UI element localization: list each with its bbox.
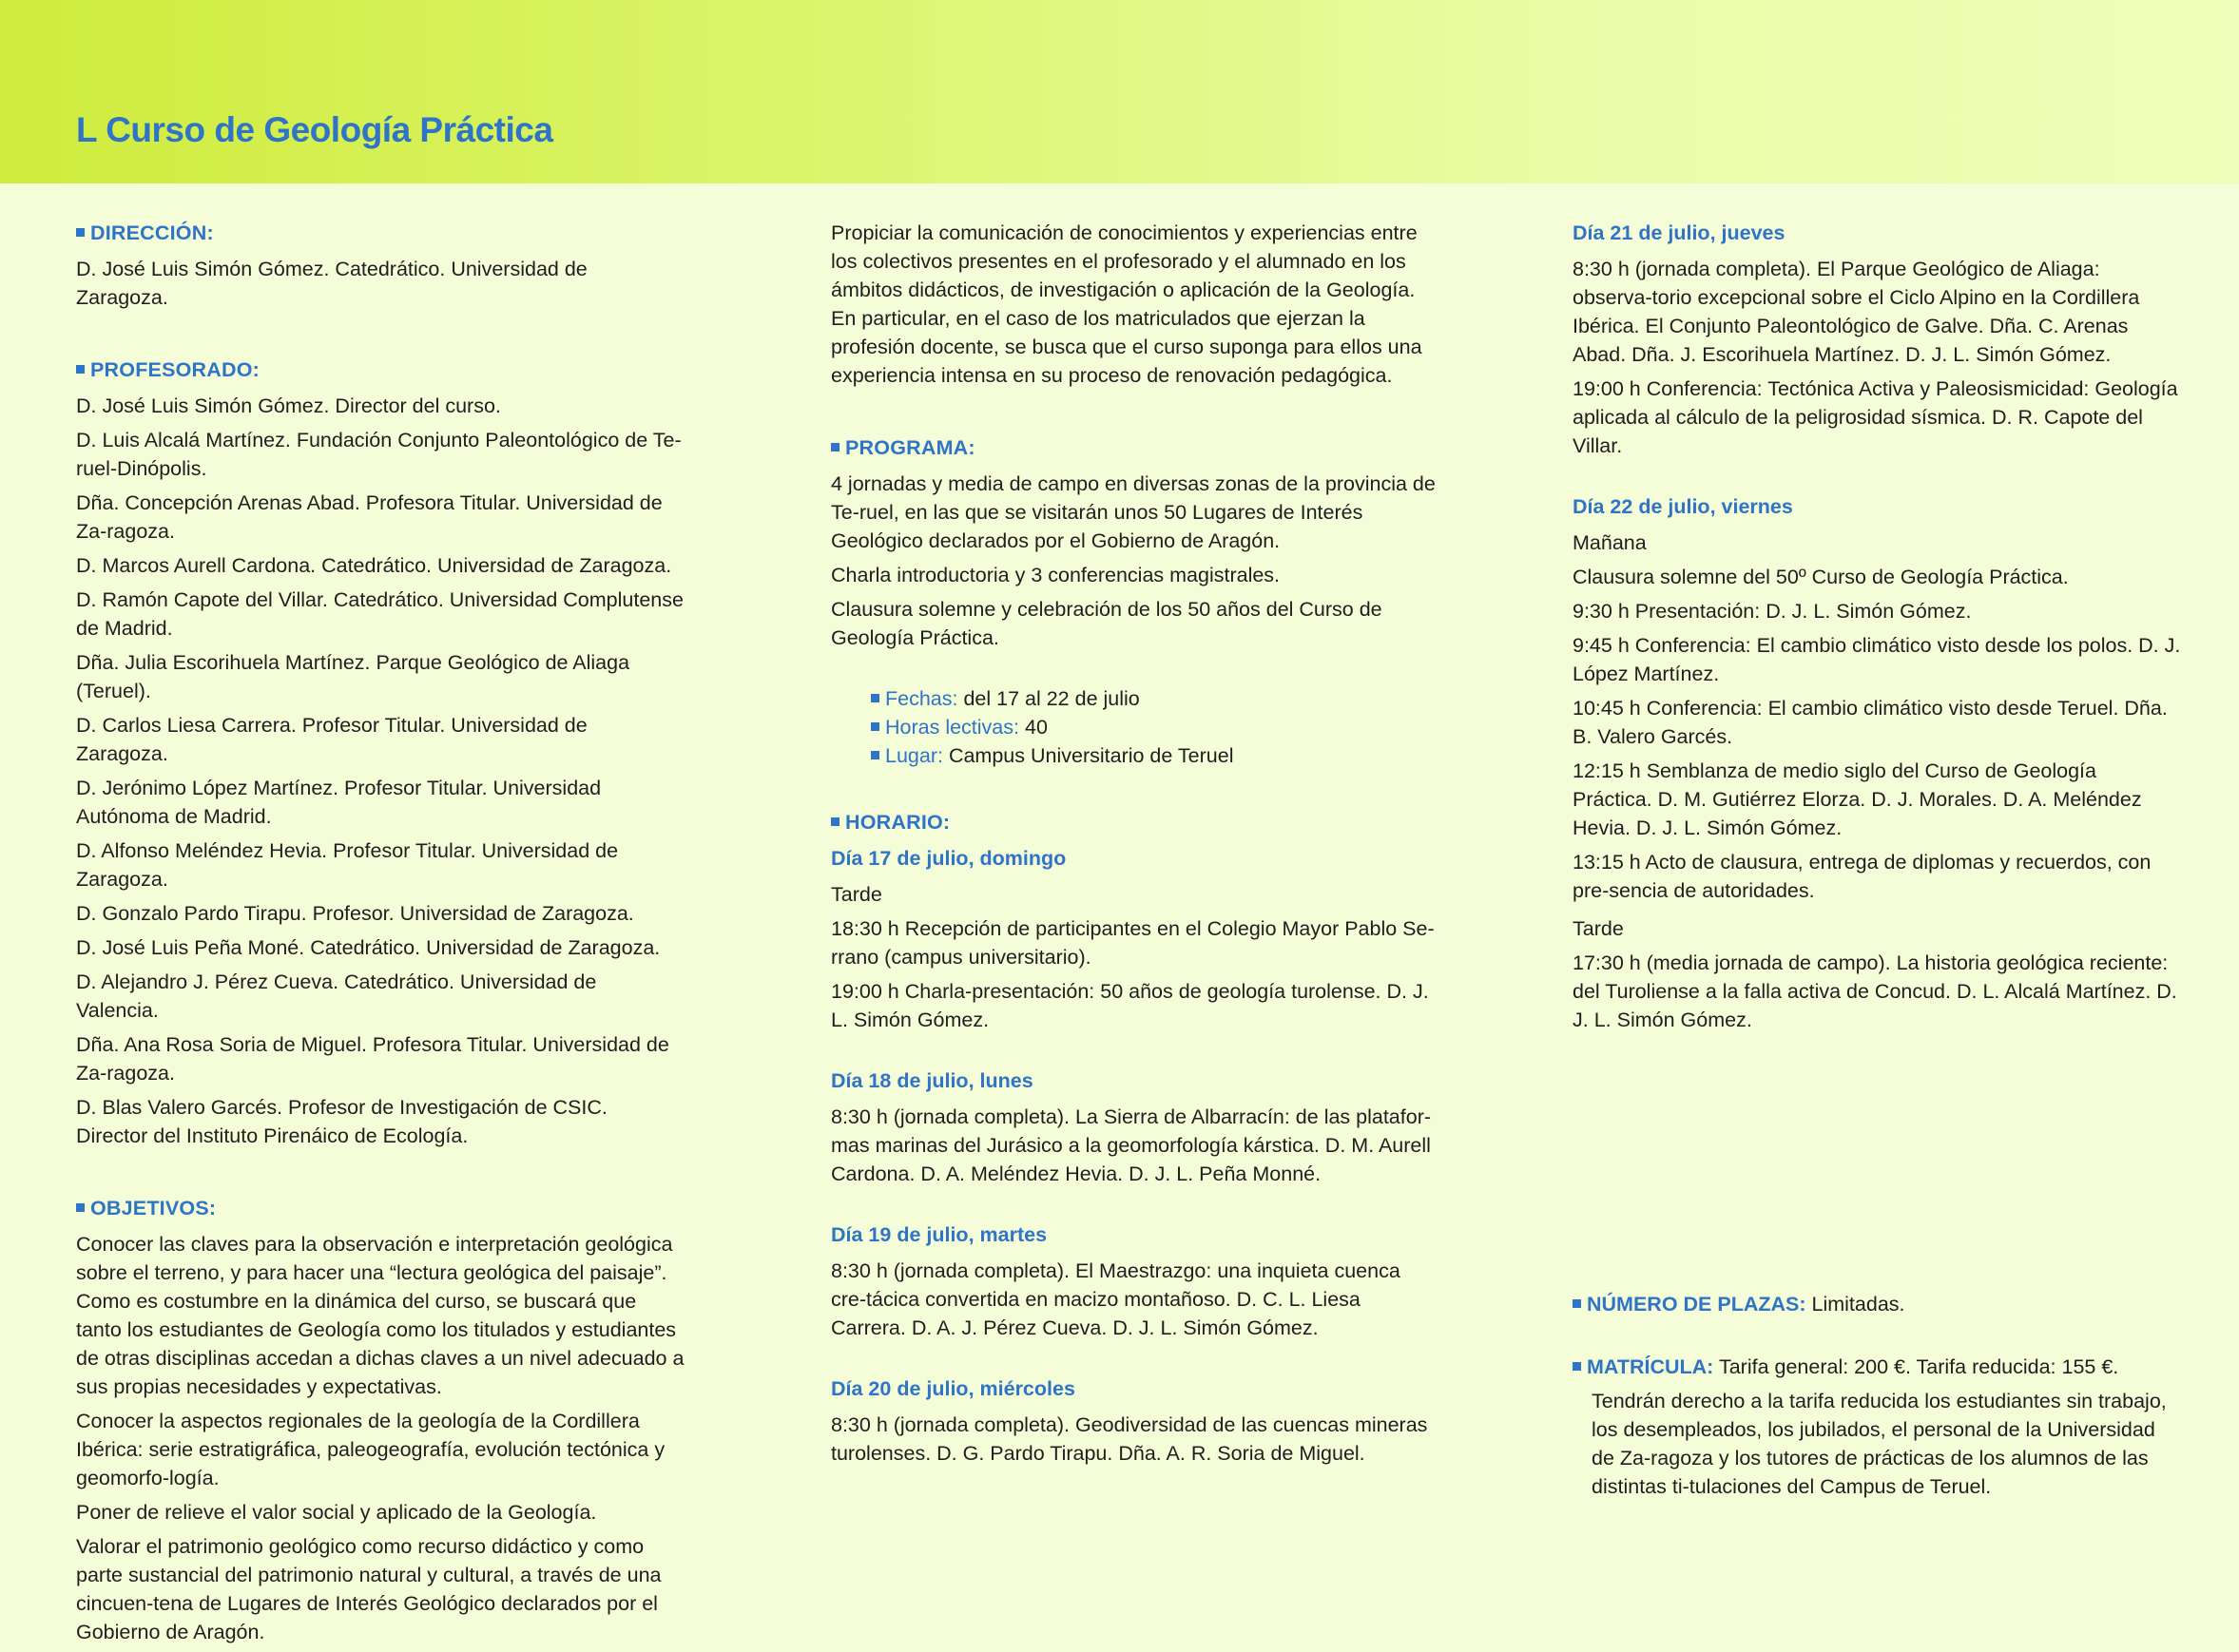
list-item: D. José Luis Peña Moné. Catedrático. Universidad de Zaragoza. <box>76 936 661 959</box>
list-item: D. José Luis Simón Gómez. Director del curso. <box>76 394 501 417</box>
section-heading-direccion: DIRECCIÓN: <box>76 219 685 247</box>
list-item: Conocer la aspectos regionales de la geología de la Cordillera Ibérica: serie estratigráfica, paleogeografía, evolución tectónica y geomorfo-logía. <box>76 1410 666 1489</box>
section-heading-programa: PROGRAMA: <box>831 433 1439 462</box>
schedule-entry: 8:30 h (jornada completa). El Maestrazgo: una inquieta cuenca cre-tácica convertida en macizo montañoso. D. C. L. Liesa Carrera. D. A. J. Pérez Cueva. D. J. L. Simón Gómez. <box>831 1259 1400 1339</box>
detail-fechas: Fechas: del 17 al 22 de julio <box>831 684 1439 713</box>
day-title: Día 20 de julio, miércoles <box>831 1377 1075 1400</box>
list-item: Clausura solemne y celebración de los 50 años del Curso de Geología Práctica. <box>831 598 1382 649</box>
column-1 <box>76 219 685 1652</box>
square-bullet-icon <box>871 722 879 731</box>
matricula-line: MATRÍCULA: Tarifa general: 200 €. Tarifa reducida: 155 €. <box>1573 1353 2181 1381</box>
schedule-entry: 9:45 h Conferencia: El cambio climático visto desde los polos. D. J. López Martínez. <box>1573 634 2181 685</box>
square-bullet-icon <box>871 694 879 702</box>
square-bullet-icon <box>76 228 85 237</box>
list-item: Dña. Concepción Arenas Abad. Profesora Titular. Universidad de Za-ragoza. <box>76 491 663 543</box>
header-band <box>0 0 2239 183</box>
square-bullet-icon <box>831 443 840 451</box>
schedule-entry: 19:00 h Conferencia: Tectónica Activa y Paleosismicidad: Geología aplicada al cálculo de la peligrosidad sísmica. D. R. Capote del Villar. <box>1573 377 2178 457</box>
list-item: D. Carlos Liesa Carrera. Profesor Titular. Universidad de Zaragoza. <box>76 714 588 765</box>
day-title: Día 19 de julio, martes <box>831 1223 1048 1246</box>
schedule-entry: 10:45 h Conferencia: El cambio climático visto desde Teruel. Dña. B. Valero Garcés. <box>1573 697 2168 748</box>
schedule-entry: 19:00 h Charla-presentación: 50 años de geología turolense. D. J. L. Simón Gómez. <box>831 980 1429 1031</box>
section-heading-objetivos: OBJETIVOS: <box>76 1194 685 1222</box>
objetivos-continuation: Propiciar la comunicación de conocimientos y experiencias entre los colectivos presentes en el profesorado y el alumnado en los ámbitos didácticos, de investigación o aplicación de la Geología. En particular, en el caso de los matriculados que ejerzan la profesión docente, se busca que el curso suponga para ellos una experiencia intensa en su proceso de renovación pedagógica. <box>831 221 1422 387</box>
schedule-entry: 9:30 h Presentación: D. J. L. Simón Gómez. <box>1573 600 1972 623</box>
column-3 <box>1573 219 2181 1040</box>
list-item: D. Blas Valero Garcés. Profesor de Investigación de CSIC. Director del Instituto Pirenáico de Ecología. <box>76 1096 608 1147</box>
list-item: D. Luis Alcalá Martínez. Fundación Conjunto Paleontológico de Te-ruel-Dinópolis. <box>76 429 682 480</box>
schedule-entry: 18:30 h Recepción de participantes en el Colegio Mayor Pablo Se-rrano (campus universitario). <box>831 917 1435 969</box>
enrolment-block <box>1573 1290 2181 1501</box>
session-label: Mañana <box>1573 531 1647 554</box>
section-heading-horario: HORARIO: <box>831 808 1439 836</box>
detail-lugar: Lugar: Campus Universitario de Teruel <box>831 741 1439 770</box>
list-item: 4 jornadas y media de campo en diversas zonas de la provincia de Te-ruel, en las que se visitarán unos 50 Lugares de Interés Geológico declarados por el Gobierno de Aragón. <box>831 472 1436 552</box>
schedule-entry: 12:15 h Semblanza de medio siglo del Curso de Geología Práctica. D. M. Gutiérrez Elorza. D. J. Morales. D. A. Meléndez Hevia. D. J. L. Simón Gómez. <box>1573 759 2142 839</box>
list-item: D. José Luis Simón Gómez. Catedrático. Universidad de Zaragoza. <box>76 258 588 309</box>
day-title: Día 17 de julio, domingo <box>831 847 1067 870</box>
list-item: D. Gonzalo Pardo Tirapu. Profesor. Universidad de Zaragoza. <box>76 902 634 925</box>
session-label: Tarde <box>831 883 882 906</box>
schedule-entry: Clausura solemne del 50º Curso de Geología Práctica. <box>1573 566 2069 588</box>
list-item: Conocer las claves para la observación e interpretación geológica sobre el terreno, y para hacer una “lectura geológica del paisaje”. Como es costumbre en la dinámica del curso, se buscará que tanto los estudiantes de Geología como los titulados y estudiantes de otras disciplinas accedan a dichas claves a un nivel adecuado a sus propias necesidades y expectativas. <box>76 1233 685 1398</box>
list-item: Charla introductoria y 3 conferencias magistrales. <box>831 564 1281 586</box>
square-bullet-icon <box>831 817 840 826</box>
list-item: Valorar el patrimonio geológico como recurso didáctico y como parte sustancial del patrimonio natural y cultural, a través de una cincuen-tena de Lugares de Interés Geológico declarados por el Gobierno de Aragón. <box>76 1535 662 1643</box>
square-bullet-icon <box>76 365 85 374</box>
session-label: Tarde <box>1573 917 1624 940</box>
section-heading-profesorado: PROFESORADO: <box>76 355 685 384</box>
schedule-entry: 17:30 h (media jornada de campo). La historia geológica reciente: del Turoliense a la falla activa de Concud. D. L. Alcalá Martínez. D. J. L. Simón Gómez. <box>1573 951 2177 1031</box>
column-2 <box>831 219 1439 1473</box>
square-bullet-icon <box>871 751 879 759</box>
day-title: Día 18 de julio, lunes <box>831 1069 1033 1092</box>
page-title: L Curso de Geología Práctica <box>76 110 553 149</box>
detail-horas: Horas lectivas: 40 <box>831 713 1439 741</box>
list-item: Poner de relieve el valor social y aplicado de la Geología. <box>76 1501 597 1524</box>
list-item: D. Alfonso Meléndez Hevia. Profesor Titular. Universidad de Zaragoza. <box>76 839 619 891</box>
matricula-note: Tendrán derecho a la tarifa reducida los estudiantes sin trabajo, los desempleados, los jubilados, el personal de la Universidad de Za-ragoza y los tutores de prácticas de los alumnos de las distintas ti-tulaciones del Campus de Teruel. <box>1592 1390 2167 1498</box>
schedule-entry: 8:30 h (jornada completa). Geodiversidad de las cuencas mineras turolenses. D. G. Pardo Tirapu. Dña. A. R. Soria de Miguel. <box>831 1413 1428 1465</box>
list-item: Dña. Julia Escorihuela Martínez. Parque Geológico de Aliaga (Teruel). <box>76 651 630 702</box>
list-item: D. Alejandro J. Pérez Cueva. Catedrático. Universidad de Valencia. <box>76 970 597 1022</box>
day-title: Día 22 de julio, viernes <box>1573 495 1793 518</box>
square-bullet-icon <box>1573 1362 1581 1371</box>
schedule-entry: 8:30 h (jornada completa). El Parque Geológico de Aliaga: observa-torio excepcional sobre el Ciclo Alpino en la Cordillera Ibérica. El Conjunto Paleontológico de Galve. Dña. C. Arenas Abad. Dña. J. Escorihuela Martínez. D. J. L. Simón Gómez. <box>1573 258 2140 366</box>
list-item: D. Marcos Aurell Cardona. Catedrático. Universidad de Zaragoza. <box>76 554 672 577</box>
list-item: Dña. Ana Rosa Soria de Miguel. Profesora Titular. Universidad de Za-ragoza. <box>76 1033 669 1085</box>
list-item: D. Ramón Capote del Villar. Catedrático. Universidad Complutense de Madrid. <box>76 588 684 640</box>
list-item: D. Jerónimo López Martínez. Profesor Titular. Universidad Autónoma de Madrid. <box>76 777 602 828</box>
schedule-entry: 8:30 h (jornada completa). La Sierra de Albarracín: de las platafor-mas marinas del Jurásico a la geomorfología kárstica. D. M. Aurell Cardona. D. A. Meléndez Hevia. D. J. L. Peña Monné. <box>831 1105 1432 1185</box>
plazas-line: NÚMERO DE PLAZAS: Limitadas. <box>1573 1290 2181 1318</box>
day-title: Día 21 de julio, jueves <box>1573 221 1785 244</box>
square-bullet-icon <box>76 1203 85 1212</box>
square-bullet-icon <box>1573 1299 1581 1308</box>
schedule-entry: 13:15 h Acto de clausura, entrega de diplomas y recuerdos, con pre-sencia de autoridades. <box>1573 851 2152 902</box>
